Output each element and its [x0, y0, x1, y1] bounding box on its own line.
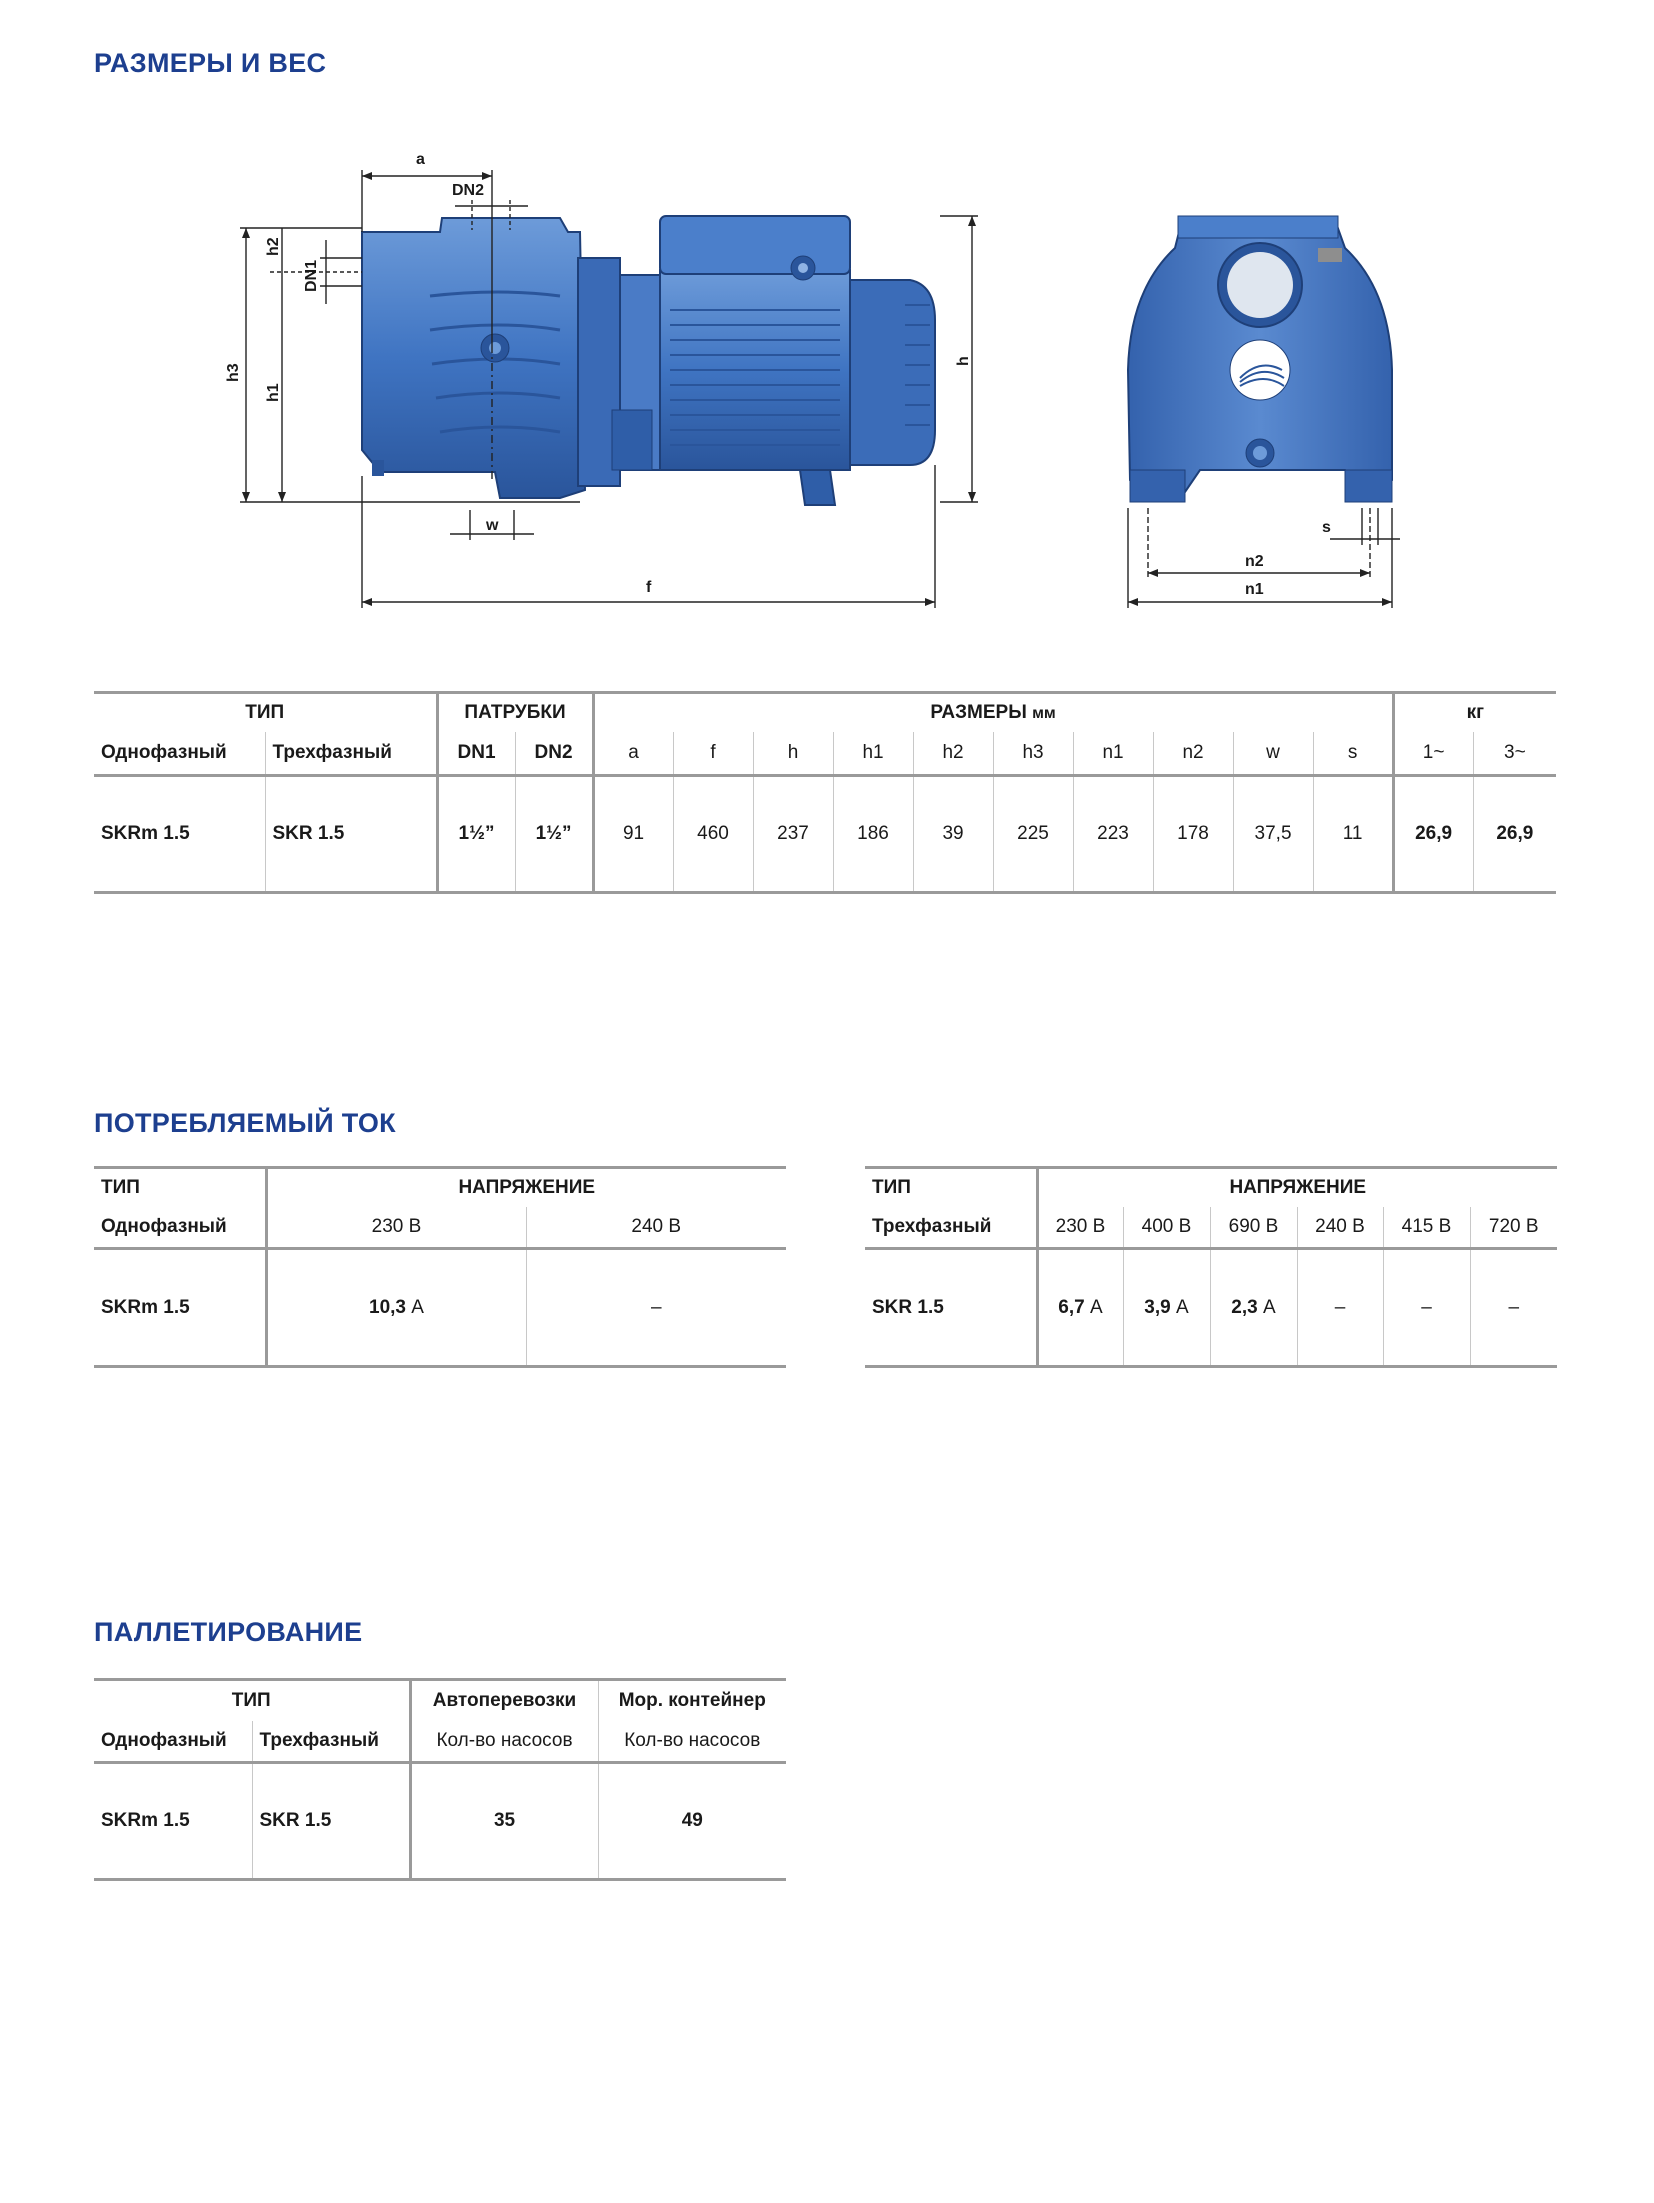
- cell-current: [1210, 1249, 1297, 1367]
- cell-current: [266, 1249, 526, 1367]
- cell-qty-truck: 35: [410, 1763, 598, 1880]
- col-dim: h1: [833, 732, 913, 776]
- label-w: w: [486, 517, 499, 534]
- cell-dim: 460: [673, 776, 753, 893]
- cell-qty-sea: 49: [598, 1763, 786, 1880]
- col-single-phase: Однофазный: [101, 1216, 227, 1237]
- label-h: h: [955, 356, 972, 366]
- palletizing-table: [94, 1678, 786, 1881]
- header-ports: ПАТРУБКИ: [437, 693, 593, 733]
- header-type: ТИП: [245, 702, 285, 723]
- cell-model-three: SKR 1.5: [252, 1763, 410, 1880]
- col-dim: f: [673, 732, 753, 776]
- col-voltage: 240 В: [526, 1207, 786, 1249]
- cell-dim: 223: [1073, 776, 1153, 893]
- cell-current: [1123, 1249, 1210, 1367]
- cell-current-unit: А: [411, 1296, 424, 1318]
- col-voltage: 400 В: [1123, 1207, 1210, 1249]
- label-n2: n2: [1245, 553, 1264, 570]
- table-row: [94, 776, 1556, 893]
- header-voltage: НАПРЯЖЕНИЕ: [266, 1168, 786, 1208]
- cell-dim: 225: [993, 776, 1073, 893]
- section-title-current: ПОТРЕБЛЯЕМЫЙ ТОК: [94, 1108, 396, 1138]
- col-dim: w: [1233, 732, 1313, 776]
- section-title-dimensions: РАЗМЕРЫ И ВЕС: [94, 48, 327, 78]
- label-dn2: DN2: [452, 182, 485, 199]
- cell-dim: 186: [833, 776, 913, 893]
- label-h2: h2: [265, 237, 282, 256]
- label-h3: h3: [225, 363, 242, 382]
- col-dim: n2: [1153, 732, 1233, 776]
- cell-current-value: 10,3: [369, 1296, 406, 1318]
- pump-side-view: [362, 216, 935, 505]
- cell-current: [526, 1249, 786, 1367]
- table-row: [94, 1249, 786, 1367]
- label-h1: h1: [265, 383, 282, 402]
- current-three-phase-table: [865, 1166, 1557, 1368]
- header-dimensions-unit: мм: [1032, 705, 1056, 722]
- cell-current: [1297, 1249, 1383, 1367]
- cell-weight: 26,9: [1473, 776, 1556, 893]
- label-f: f: [646, 579, 652, 596]
- col-voltage: 690 В: [1210, 1207, 1297, 1249]
- dimensions-table: [94, 691, 1556, 894]
- col-single-phase: Однофазный: [101, 742, 227, 763]
- table-row: [865, 1249, 1557, 1367]
- col-qty-sea: Кол-во насосов: [598, 1721, 786, 1763]
- label-n1: n1: [1245, 581, 1264, 598]
- label-s: s: [1322, 519, 1331, 536]
- header-type: ТИП: [231, 1690, 271, 1711]
- header-voltage: НАПРЯЖЕНИЕ: [1037, 1168, 1557, 1208]
- col-voltage: 230 В: [1037, 1207, 1123, 1249]
- header-weight: кг: [1393, 693, 1556, 733]
- col-voltage: 240 В: [1297, 1207, 1383, 1249]
- cell-model-single: SKRm 1.5: [101, 1810, 190, 1831]
- col-dim: n1: [1073, 732, 1153, 776]
- cell-current-unit: А: [1263, 1296, 1276, 1318]
- cell-dn1: 1½”: [437, 776, 515, 893]
- label-a: a: [416, 151, 425, 168]
- cell-current-unit: А: [1090, 1296, 1103, 1318]
- section-title-palletizing: ПАЛЛЕТИРОВАНИЕ: [94, 1617, 363, 1647]
- cell-model-three: SKR 1.5: [265, 776, 437, 893]
- cell-dim: 237: [753, 776, 833, 893]
- col-weight: 1~: [1393, 732, 1473, 776]
- cell-current: [1470, 1249, 1557, 1367]
- cell-current-value: –: [650, 1296, 662, 1318]
- cell-model: SKR 1.5: [872, 1296, 944, 1318]
- col-voltage: 720 В: [1470, 1207, 1557, 1249]
- col-three-phase: Трехфазный: [872, 1216, 992, 1237]
- cell-current-value: 3,9: [1144, 1296, 1171, 1318]
- front-dimension-lines: [1128, 508, 1400, 608]
- col-single-phase: Однофазный: [101, 1730, 227, 1751]
- cell-current-value: 2,3: [1231, 1296, 1258, 1318]
- pump-dimension-drawing: [0, 120, 1654, 620]
- cell-model-single: SKRm 1.5: [101, 823, 190, 844]
- col-dim: h3: [993, 732, 1073, 776]
- col-dim: s: [1313, 732, 1393, 776]
- cell-current-unit: А: [1176, 1296, 1189, 1318]
- pump-front-view: [1128, 216, 1392, 502]
- col-dim: a: [593, 732, 673, 776]
- col-dim: h2: [913, 732, 993, 776]
- col-dn1: DN1: [437, 732, 515, 776]
- label-dn1: DN1: [303, 259, 320, 292]
- cell-dim: 39: [913, 776, 993, 893]
- cell-dim: 11: [1313, 776, 1393, 893]
- cell-dim: 91: [593, 776, 673, 893]
- col-qty-truck: Кол-во насосов: [410, 1721, 598, 1763]
- col-voltage: 230 В: [266, 1207, 526, 1249]
- cell-dn2: 1½”: [515, 776, 593, 893]
- col-three-phase: Трехфазный: [265, 732, 437, 776]
- cell-weight: 26,9: [1393, 776, 1473, 893]
- cell-current: [1037, 1249, 1123, 1367]
- header-truck: Автоперевозки: [410, 1680, 598, 1722]
- header-sea-container: Мор. контейнер: [598, 1680, 786, 1722]
- current-single-phase-table: [94, 1166, 786, 1368]
- table-row: [94, 1763, 786, 1880]
- col-dim: h: [753, 732, 833, 776]
- cell-current-value: –: [1421, 1296, 1432, 1318]
- col-weight: 3~: [1473, 732, 1556, 776]
- cell-current: [1383, 1249, 1470, 1367]
- header-dimensions: [593, 693, 1393, 733]
- col-dn2: DN2: [515, 732, 593, 776]
- cell-current-value: 6,7: [1058, 1296, 1085, 1318]
- cell-dim: 37,5: [1233, 776, 1313, 893]
- cell-current-value: –: [1508, 1296, 1520, 1318]
- cell-dim: 178: [1153, 776, 1233, 893]
- col-voltage: 415 В: [1383, 1207, 1470, 1249]
- cell-model: SKRm 1.5: [101, 1296, 190, 1318]
- col-three-phase: Трехфазный: [252, 1721, 410, 1763]
- header-type: ТИП: [101, 1177, 140, 1198]
- header-type: ТИП: [872, 1177, 911, 1198]
- header-dimensions-label: РАЗМЕРЫ: [930, 702, 1027, 723]
- cell-current-value: –: [1334, 1296, 1346, 1318]
